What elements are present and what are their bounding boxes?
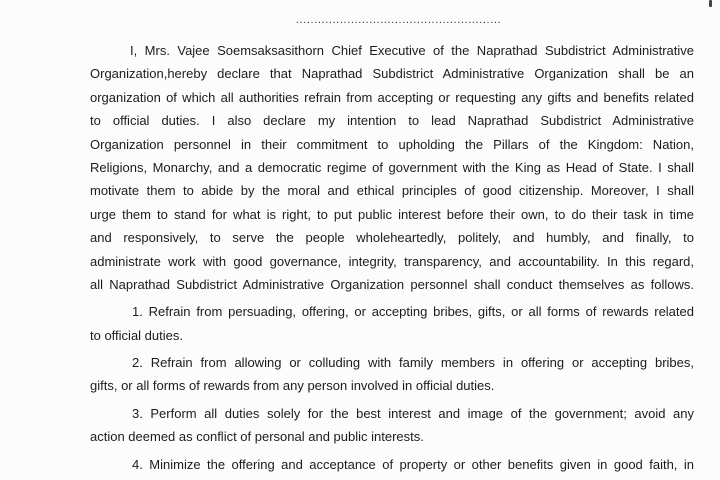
declaration-line: urge them to stand for what is right, to put public interest before their own, to do their task in time: [90, 206, 694, 222]
declaration-line: Organization,hereby declare that Naprathad Subdistrict Administrative Organization shall be an: [90, 66, 694, 82]
conduct-item-line: action deemed as conflict of personal and public interests.: [90, 429, 424, 445]
dotted-separator: ........................................................: [295, 16, 501, 25]
document-body: [0, 39, 720, 476]
declaration-line: administrate work with good governance, integrity, transparency, and accountability. In this regard,: [90, 253, 694, 269]
declaration-line: I, Mrs. Vajee Soemsaksasithorn Chief Executive of the Naprathad Subdistrict Administrative: [130, 43, 694, 58]
declaration-paragraph: [0, 39, 720, 296]
conduct-item-line: 3. Perform all duties solely for the best interest and image of the government; avoid any: [132, 405, 694, 421]
conduct-item-line: 4. Minimize the offering and acceptance of property or other benefits given in good faith, in: [132, 456, 694, 472]
declaration-line: organization of which all authorities refrain from accepting or requesting any gifts and benefits related: [90, 89, 694, 105]
declaration-line: motivate them to abide by the moral and ethical principles of good citizenship. Moreover, I shall: [90, 183, 694, 199]
conduct-item-line: gifts, or all forms of rewards from any person involved in official duties.: [90, 378, 495, 394]
declaration-line: to official duties. I also declare my intention to lead Naprathad Subdistrict Administrative: [90, 113, 694, 129]
conduct-item-4: [0, 453, 720, 476]
conduct-item-line: to official duties.: [90, 327, 183, 343]
declaration-line: all Naprathad Subdistrict Administrative Organization personnel shall conduct themselves as follows.: [90, 276, 694, 292]
conduct-item-line: 1. Refrain from persuading, offering, or accepting bribes, gifts, or all forms of rewards related: [132, 304, 694, 320]
conduct-item-line: 2. Refrain from allowing or colluding with family members in offering or accepting bribes,: [132, 355, 694, 371]
declaration-line: Organization personnel in their commitment to upholding the Pillars of the Kingdom: Nation,: [90, 136, 694, 152]
conduct-item-1: [0, 300, 720, 347]
scan-edge-mark: [709, 0, 712, 7]
conduct-item-3: [0, 402, 720, 449]
declaration-line: and responsively, to serve the people wholeheartedly, politely, and humbly, and finally, to: [90, 230, 694, 246]
declaration-line: Religions, Monarchy, and a democratic regime of government with the King as Head of State. I shall: [90, 159, 694, 175]
conduct-item-2: [0, 351, 720, 398]
